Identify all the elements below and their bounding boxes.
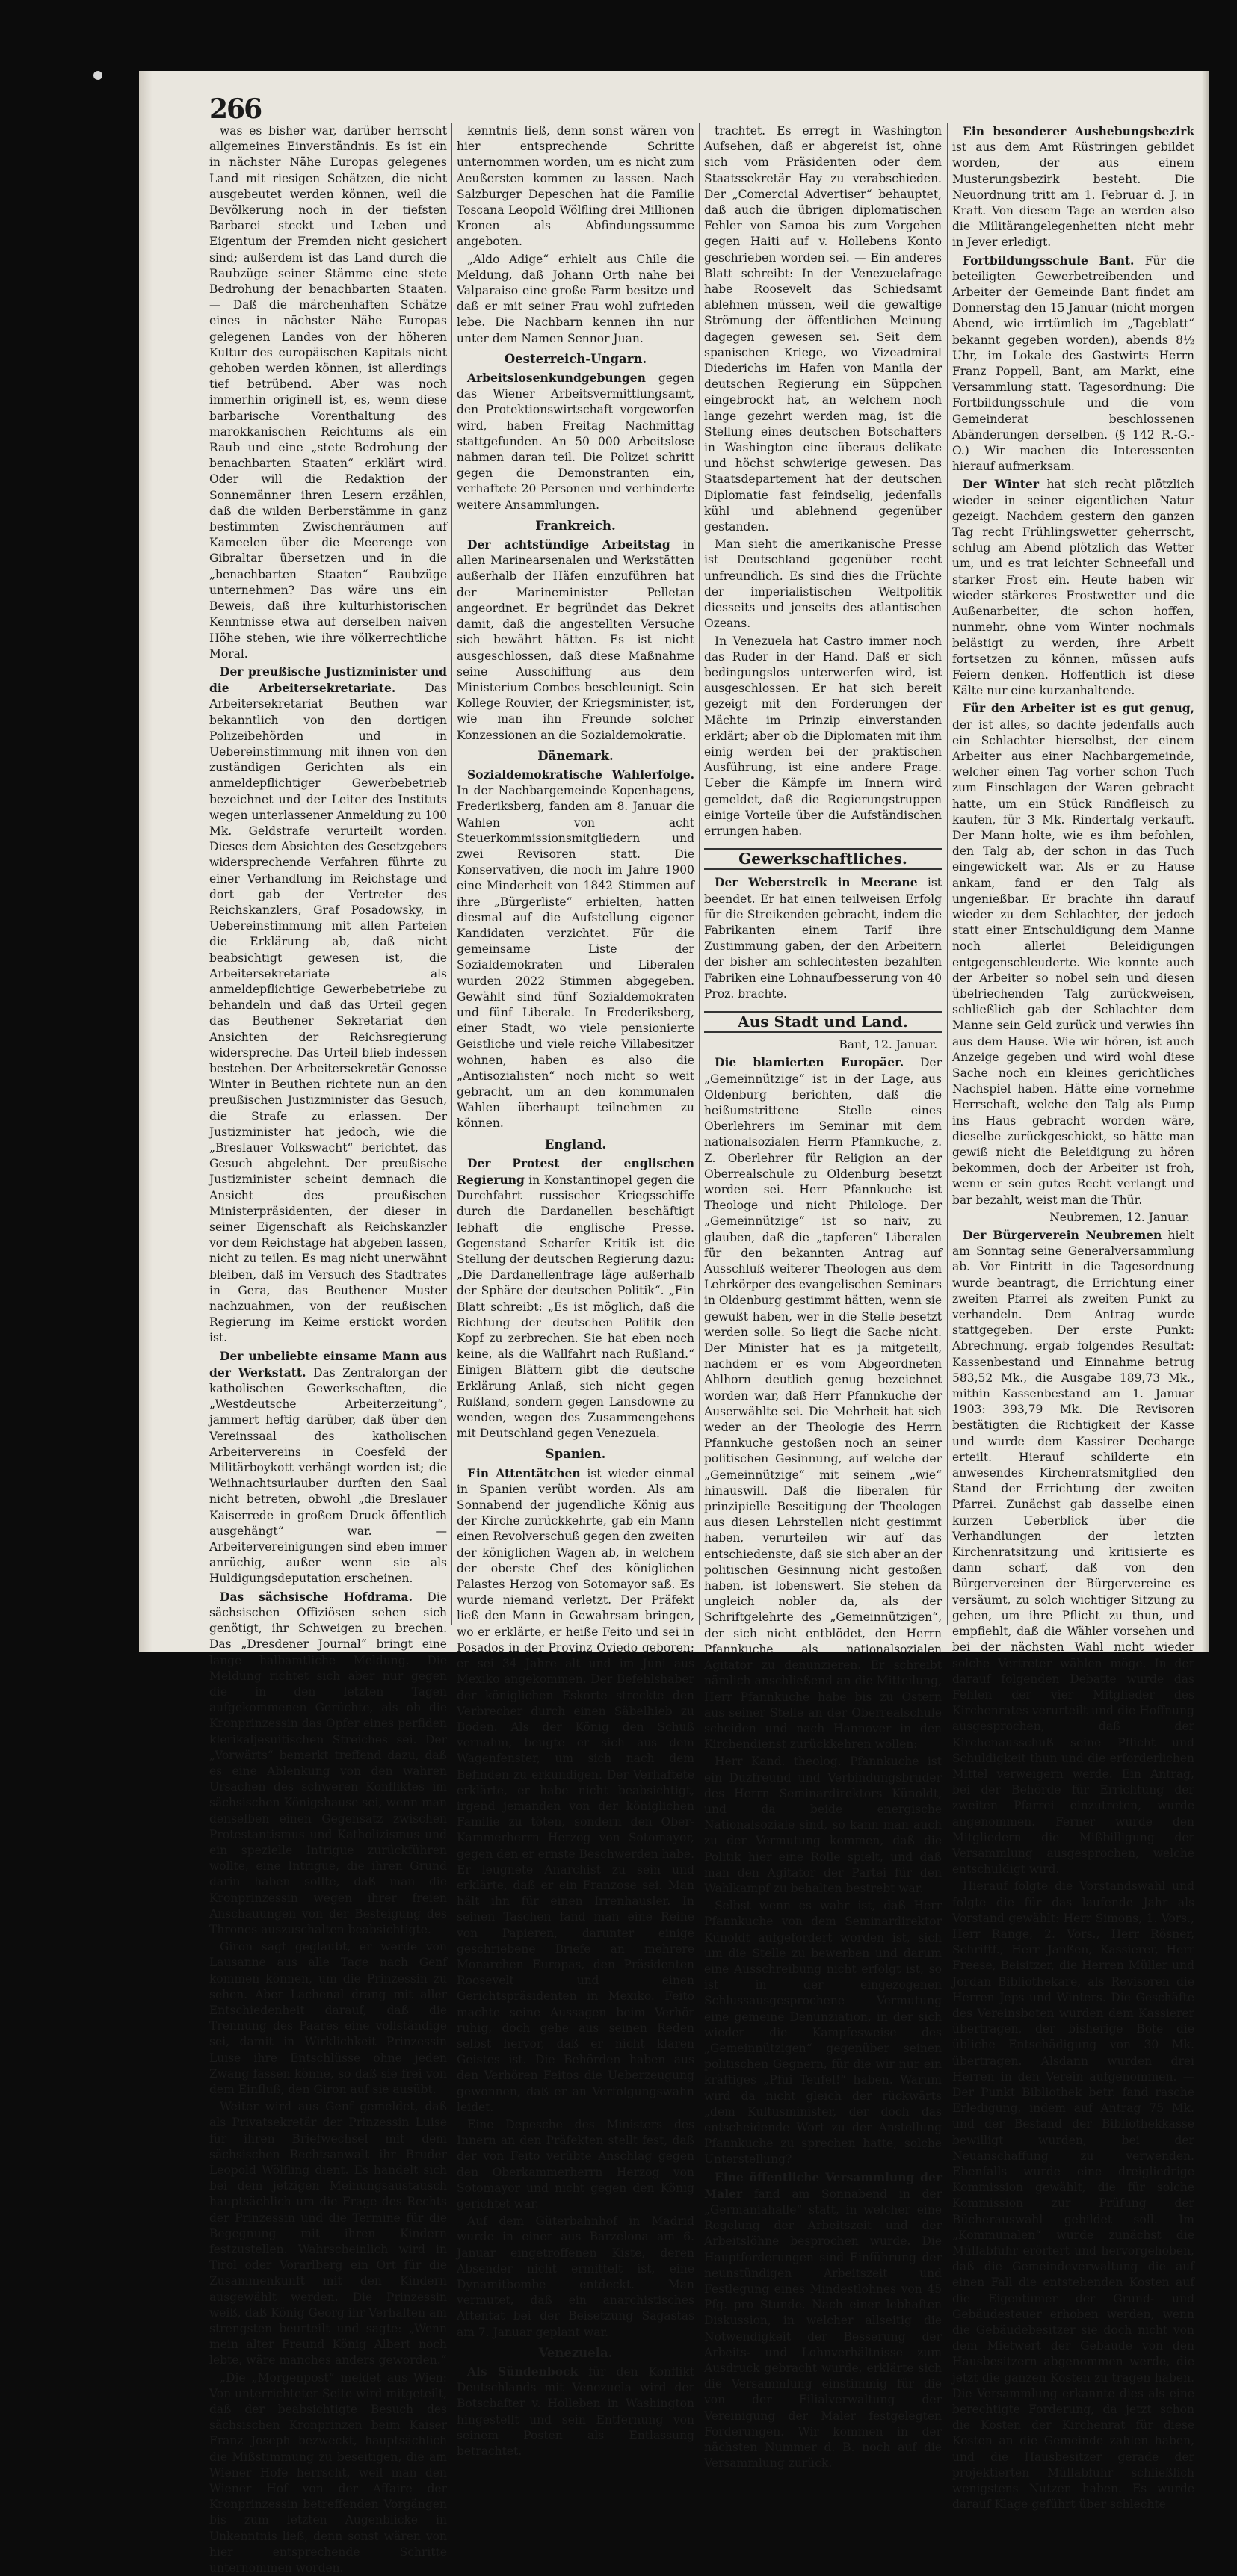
- article-paragraph: [704, 634, 942, 840]
- article-text: „Aldo Adige“ erhielt aus Chile die Meldung, daß Johann Orth nahe bei Valparaiso eine große Farm besitze und daß er mit seiner Frau wohl zufrieden lebe. Die Nachbarn kennen ihn nur unter dem Namen Sennor Juan.: [457, 252, 694, 345]
- article-text: gegen das Wiener Arbeitsvermittlungsamt, den Protektionswirtschaft vorgeworfen wird, haben Freitag Nachmittag stattgefunden. An 50 000 Arbeitslose nahmen daran teil. Die Polizei schritt gegen die Demonstranten ein, verhaftete 20 Personen und verhinderte weitere Ansammlungen.: [457, 371, 694, 512]
- article-text: Die sächsischen Offiziösen sehen sich genötigt, ihr Schweigen zu brechen. Das „Dresdener Journal“ bringt eine lange halbamtliche Meldung. Die Meldung richtet sich aber nur gegen die in den letzten Tagen aufgekommenen Gerüchte, als ob die Kronprinzessin das Opfer eines perfiden klerikaljesuitischen Streiches sei. Der „Vorwärts“ bemerkt treffend dazu, daß es eine Ablenkung von den wahren Ursachen des schweren Konfliktes im sächsischen Königshause sei, wenn man denselben einen Gegensatz zwischen Protestantismus und Katholizismus und ein spezielle Intrigue zurückführen wollte, eine Intrigue, die ihren Grund darin haben sollte, daß man die Kronprinzessin wegen ihrer freien Anschauungen von der Besteigung des Thrones auszuschalten beabsichtigte.: [209, 1590, 447, 1936]
- article-text: der ist alles, so dachte jedenfalls auch ein Schlachter hierselbst, der einem Arbeiter aus einer Nachbargemeinde, welcher einen Tag vorher schon Tuch zum Einschlagen der Waren gebracht hatte, um ein Stück Rindfleisch zu kaufen, für 3 Mk. Rindertalg verkauft. Der Mann holte, wie es ihm befohlen, den Talg ab, der schon in das Tuch eingewickelt war. Als er zu Hause ankam, fand er den Talg als ungenießbar. Er brachte ihn darauf wieder zu dem Schlachter, der jedoch statt einer Entschuldigung dem Manne noch allerlei Beleidigungen entgegenschleuderte. Wie konnte auch der Arbeiter so nobel sein und diesen übelriechenden Talg zurückweisen, schließlich gab der Schlachter dem Manne sein Geld zurück und verwies ihn aus dem Hause. Wie wir hören, ist auch Anzeige gegeben und wird wohl diese Sache noch ein kleines gerichtliches Nachspiel haben. Hätte eine vornehme Herrschaft, welche den Talg als Pump ins Haus gebracht worden wäre, dieselbe zurückgeschickt, so hätte man gewiß nicht die Beleidigung zu hören bekommen, doch der Arbeiter ist froh, wenn er sein gutes Recht verlangt und bar bezahlt, weist man die Thür.: [952, 717, 1194, 1207]
- article-text: Eine Depesche des Ministers des Innern an den Präfekten stellt fest, daß der von Feito verübte Anschlag gegen den Oberkammerherrn Herzog von Sotomayor und nicht gegen den König gerichtet war.: [457, 2117, 694, 2211]
- article-paragraph: [209, 123, 447, 662]
- page-edge: [1202, 71, 1209, 1652]
- article-paragraph: [952, 476, 1194, 699]
- article-paragraph: [704, 874, 942, 1002]
- article-paragraph: [952, 700, 1194, 1208]
- article-text: Für die beteiligten Gewerbetreibenden und Arbeiter der Gemeinde Bant findet am Donnerstag den 15 Januar (nicht morgen Abend, wie irrtümlich im „Tageblatt“ bekannt gegeben worden), abends 8½ Uhr, im Lokale des Gastwirts Herrn Franz Poppell, Bant, am Markt, eine Versammlung statt. Tagesordnung: Die Fortbildungsschule und die vom Gemeinderat beschlossenen Abänderungen derselben. (§ 142 R.-G.-O.) Wir machen die Interessenten hierauf aufmerksam.: [952, 253, 1194, 474]
- article-paragraph: [704, 1898, 942, 2167]
- article-paragraph: [457, 2364, 694, 2459]
- column-rule: [699, 123, 700, 1625]
- article-paragraph: [952, 253, 1194, 475]
- article-paragraph: [209, 2370, 447, 2576]
- article-paragraph: [457, 537, 694, 744]
- article-paragraph: [457, 2117, 694, 2212]
- article-paragraph: [209, 664, 447, 1347]
- article-lead: Ein besonderer Aushebungsbezirk: [963, 124, 1194, 138]
- article-text: ist beendet. Er hat einen teilweisen Erfolg für die Streikenden gebracht, indem die Fabrikanten einem Tarif ihre Zustimmung gaben, der den Arbeitern der bisher am schlechtesten bezahlten Fabriken eine Lohnaufbesserung von 40 Proz. brachte.: [704, 876, 942, 1001]
- newspaper-page: [139, 71, 1209, 2575]
- article-lead: Arbeitslosenkundgebungen: [467, 371, 646, 386]
- article-text: Weiter wird aus Genf gemeldet, daß als Privatsekretär der Prinzessin Luise für ihren Briefwechsel mit dem sächsischen Rechtsanwalt ihr Bruder Leopold Wölfling dient. Es handelt sich bei dem jetzigen Meinungsaustausch hauptsächlich um die Frage des Rechts der Prinzessin und die Termine für die Begegnung mit ihren Kindern festzustellen. Wahrscheinlich wird in Tirol oder Vorarlberg ein Ort für die Zusammenkunft mit den Kindern ausgewählt werden. Die Prinzessin weiß, daß König Georg ihr Verhalten am strengsten beurteilt und sagte: „Wenn mein alter Freund König Albert noch lebte, wäre manches anders geworden.“: [209, 2100, 447, 2367]
- column-1: [209, 123, 447, 2575]
- section-heading: Venezuela.: [538, 2345, 613, 2360]
- article-paragraph: [209, 2099, 447, 2368]
- article-lead: Sozialdemokratische Wahlerfolge.: [467, 767, 694, 782]
- article-lead: Für den Arbeiter ist es gut genug,: [963, 701, 1194, 716]
- article-lead: Der preußische Justizminister und die Arbeitersekretariate.: [209, 664, 447, 696]
- article-paragraph: [704, 1054, 942, 1752]
- article-text: Giron sagt geglaubt, er werde von Lausanne aus alle Tage nach Genf kommen können, um die Prinzessin zu sehen. Aber Lachenal drang mit aller Entschiedenheit darauf, daß die Trennung des Paares eine vollständige sei, damit in Wirklichkeit Prinzessin Luise ihre Entschlüsse ohne jeden Zwang fassen könne, so daß sie frei von dem Einfluß, den Giron auf sie ausübt.: [209, 1940, 447, 2096]
- section-heading: Aus Stadt und Land.: [704, 1011, 942, 1033]
- article-text: hielt am Sonntag seine Generalversammlung ab. Vor Eintritt in die Tagesordnung wurde beantragt, die Errichtung einer zweiten Pfarrei als zweiten Punkt zu verhandeln. Dem Antrag wurde stattgegeben. Der erste Punkt: Abrechnung, ergab folgendes Resultat: Kassenbestand und Einnahme betrug 583,52 Mk., die Ausgabe 189,73 Mk., mithin Kassenbestand am 1. Januar 1903: 393,79 Mk. Die Revisoren bestätigten die Richtigkeit der Kasse und wurde dem Kassirer Decharge erteilt. Hierauf schilderte ein anwesendes Kirchenratsmitglied den Stand der Errichtung der zweiten Pfarrei. Zunächst gab dasselbe einen kurzen Ueberblick über die Verhandlungen der letzten Kirchenratsitzung und kritisierte es dann scharf, daß von den Bürgervereinen der Bürgervereine es versäumt, zu solch wichtiger Sitzung zu gehen, um ihre Pflicht zu thun, und empfiehlt, daß die Wähler vorsehen und bei der nächsten Wahl nicht wieder solche Vertreter wählen möge. In der darauf folgenden Debatte wurde das Fehlen der vier Mitglieder des Kirchenrates verurteilt und die Hoffnung ausgesprochen, daß der Kirchenausschuß seine Pflicht und Schuldigkeit thun und die erforderlichen Mittel verweigern werde. Ein Antrag, bei der Behörde für Errichtung der zweiten Pfarrei einzutreten, wurde angenommen. Ferner wurde den Mitgliedern die Mißbilligung der Versammlung ausgesprochen, welche entschuldigt wird.: [952, 1229, 1194, 1877]
- page-number: 266: [209, 93, 262, 125]
- article-lead: Eine öffentliche Versammlung der Maler: [704, 2169, 942, 2201]
- article-lead: Das sächsische Hofdrama.: [220, 1589, 413, 1604]
- article-text: für den Konflikt Deutschlands mit Venezuela wird der Botschafter v. Holleben in Washington hingestellt und sein Entfernung von seinem Posten als Entlassung betrachtet.: [457, 2365, 695, 2459]
- article-lead: Der Weberstreik in Meerane: [715, 875, 918, 890]
- article-text: fand am Sonnabend in der „Germaniahalle“ statt, in welcher eine Regelung der Arbeitszeit und der Arbeitslöhne besprochen wurde. Die Hauptforderungen sind Einführung der neunstündigen Arbeitszeit und Festlegung eines Mindestlohnes von 45 Pfg. pro Stunde. Nach einer lebhaften Diskussion, in welcher allseitig die Notwendigkeit der Besserung der Arbeits- und Lohnverhältnisse zum Ausdruck gebracht wurde, erklärte sich die Versammlung einstimmig für die von der Filialverwaltung der Vereinigung der Maler festgelegten Forderungen. Wir kommen in der nächsten Nummer d. B. noch auf die Versammlung zurück.: [704, 2187, 942, 2471]
- article-paragraph: [704, 537, 942, 631]
- article-text: kenntnis ließ, denn sonst wären von hier entsprechende Schritte unternommen worden, um es nicht zum Aeußersten kommen zu lassen. Nach Salzburger Depeschen hat die Familie Toscana Leopold Wölfling drei Millionen Kronen als Abfindungssumme angeboten.: [457, 124, 694, 249]
- article-text: Hierauf folgte die Vorstandswahl und folgte die für das laufende Jahr als Vorstand gewählt: Herr Simons, 1. Vors., Herr Range, 2. Vors., Herr Rösner, Schriftf., Herr Janßen, Kassierer, Herr Freese, Beisitzer, die Herren Müller und Jordan Bibliothekare, als Revisoren die Herren Jeps und Winters. Die Geschäfte des Vereinsboten wurden dem Kassierer übertragen, der bisherige Bote die übliche Entschädigung von 30 Mk. übertragen. Alsdann wurden drei Herren in den Verein aufgenommen. — Der Punkt Bibliothek betr. fand rasche Erledigung, indem auf Antrag 75 Mk. und der Bestand der Bibliothekkasse bewilligt wurden, bei der Neuanschaffung zu verwenden. Ebenfalls wurde eine dreigliedrige Kommission gewählt, die für solche Kommission zur Prüfung der Bücherauswahl gebildet soll. Im „Kommunalen“ wurde zunächst die Müllabfuhr erörtert und hervorgehoben, daß die Gemeindeverwaltung die auf einen Fall die entstehenden Kosten auf die Eigentümer der Grund- und Gebäudesteuer erhoben werden, wenn die Gebäudebesitzer sie doch nicht von dem Mietwert der Gebäude von den Hausbesitzern abgenommen werde, die jetzt die ganzen Kosten zu tragen haben. Die Versammlung erkannte dies als eine berechtigte Forderung, da jetzt schon die Kosten der Kirchenrat für diese Kosten an die Gemeinde zahlen haben, und die Hausbesitzer gerade der projektierten Müllabfuhr schließlich wenigstens Nutzen haben. Es wurde darauf Klage geführt über schlechte: [952, 1880, 1194, 2512]
- column-rule: [451, 123, 452, 1625]
- article-lead: Der achtstündige Arbeitstag: [467, 537, 670, 552]
- article-lead: Der Winter: [963, 477, 1039, 492]
- article-paragraph: [457, 1155, 694, 1442]
- column-rule: [947, 123, 948, 1625]
- article-text: In der Nachbargemeinde Kopenhagens, Frederiksberg, fanden am 8. Januar die Wahlen von acht Steuerkommissionsmitgliedern und zwei Revisoren statt. Die Konservativen, die noch im Jahre 1900 eine Minderheit von 1842 Stimmen auf ihre „Bürgerliste“ erhielten, hatten diesmal auf die Aufstellung eigener Kandidaten verzichtet. Für die gemeinsame Liste der Sozialdemokraten und Liberalen wurden 2022 Stimmen abgegeben. Gewählt sind fünf Sozialdemokraten und fünf Liberale. In Frederiksberg, einer Stadt, wo viele pensionierte Geistliche und viele reiche Villabesitzer wohnen, haben es also die „Antisozialisten“ noch nicht so weit gebracht, um an den kommunalen Wahlen überhaupt teilnehmen zu können.: [457, 784, 694, 1131]
- article-paragraph: [209, 1589, 447, 1938]
- article-text: ist aus dem Amt Rüstringen gebildet worden, der aus einem Musterungsbezirk besteht. Die Neuordnung tritt am 1. Februar d. J. in Kraft. Von diesem Tage an werden also die Militärangelegenheiten nicht mehr in Jever erledigt.: [952, 140, 1194, 250]
- article-text: Das Arbeitersekretariat Beuthen war bekanntlich von den dortigen Polizeibehörden und in Uebereinstimmung mit ihnen von den zuständigen Gerichten als ein anmeldepflichtiger Gewerbebetrieb bezeichnet und der Leiter des Instituts wegen unterlassener Anmeldung zu 100 Mk. Geldstrafe verurteilt worden. Dieses dem Absichten des Gesetzgebers widersprechende Verfahren führte zu einer Verhandlung im Reichstage und dort gab der Vertreter des Reichskanzlers, Graf Posadowsky, in Uebereinstimmung mit allen Parteien die Erklärung ab, daß nicht beabsichtigt gewesen ist, die Arbeitersekretariate als anmeldepflichtige Gewerbebetriebe zu behandeln und daß das Urteil gegen das Beuthener Sekretariat den Ansichten der Reichsregierung widerspreche. Das Urteil blieb indessen bestehen. Der Arbeitersekretär Genosse Winter in Beuthen richtete nun an den preußischen Justizminister das Gesuch, die Strafe zu erlassen. Der Justizminister hat jedoch, wie die „Breslauer Volkswacht“ berichtet, das Gesuch abgelehnt. Der preußische Justizminister scheint demnach die Ansicht des preußischen Ministerpräsidenten, der dieser in seiner Eigenschaft als Reichskanzler vor dem Reichstage hat abgeben lassen, nicht zu teilen. Es mag nicht unerwähnt bleiben, daß im Versuch des Stadtrates in Gera, das Beuthener Muster nachzuahmen, von der reußischen Regierung im Keime erstickt worden ist.: [209, 682, 447, 1345]
- article-lead: Der unbeliebte einsame Mann aus der Werkstatt.: [209, 1348, 447, 1380]
- article-text: Das Zentralorgan der katholischen Gewerkschaften, die „Westdeutsche Arbeiterzeitung“, jammert heftig darüber, daß über den Vereinssaal des katholischen Arbeitervereins in Coesfeld der Militärboykott verhängt worden ist; die Weihnachtsurlauber durften den Saal nicht betreten, obwohl „die Breslauer Kaiserrede in großem Druck öffentlich ausgehängt“ war. — Arbeitervereinigungen sind eben immer anrüchig, außer wenn sie als Huldigungsdeputation erscheinen.: [209, 1365, 447, 1586]
- article-text: Man sieht die amerikanische Presse ist Deutschland gegenüber recht unfreundlich. Es sind dies die Früchte der imperialistischen Weltpolitik diesseits und jenseits des atlantischen Ozeans.: [704, 537, 942, 631]
- article-lead: Ein Attentätchen: [467, 1465, 581, 1480]
- section-heading: Spanien.: [545, 1447, 606, 1462]
- article-paragraph: [457, 370, 694, 513]
- article-text: ist wieder einmal in Spanien verübt worden. Als am Sonnabend der jugendliche König aus der Kirche zurückkehrte, gab ein Mann einen Revolverschuß gegen den zweiten der königlichen Wagen ab, in welchem der oberste Chef des königlichen Palastes Herzog von Sotomayor saß. Es wurde niemand verletzt. Der Präfekt ließ den Mann in Gewahrsam bringen, wo er erklärte, er heiße Feito und sei in Posados in der Provinz Oviedo geboren; er sei 34 Jahre alt und im Juni aus Mexiko angekommen. Der Befehlshaber der königlichen Eskorte streckte den Verbrecher durch einen Säbelhieb zu Boden. Als der König den Schuß vernahm, beugte er sich aus dem Wagenfenster, um sich nach dem Befinden zu erkundigen. Der Verhaftete erklärte, er habe nicht beabsichtigt, irgend jemanden von der königlichen Familie zu töten, sondern den Ober-Kammerherrn Herzog von Sotomayor, gegen den er ernste Beschwerden habe. Er leugnete Anarchist zu sein und erklärte, daß er ein Franzose sei. Man hält ihn für einen Irrenhausler. In seinen Taschen fand man eine Reihe von Papieren, darunter einige geschriebene Briefe an mehrere Monarchen Europas, den Präsidenten Roosevelt und einen Gerichtspräsidenten in Mexiko. Feito machte seine Aussagen beim Verhör ruhig, doch gehe aus seinen Reden selbst hervor, daß er nicht klaren Geistes ist. Die Behörden haben aus den Verhören Feitos die Ueberzeugung gewonnen, daß er an Verfolgungswahn leidet.: [457, 1466, 694, 2114]
- article-lead: Der Protest der englischen Regierung: [457, 1155, 694, 1187]
- article-text: hat sich recht plötzlich wieder in seiner eigentlichen Natur gezeigt. Nachdem gestern den ganzen Tag recht Frühlingswetter geherrscht, schlug am Abend plötzlich das Wetter um, und es trat leichter Schneefall und starker Frost ein. Heute haben wir wieder stärkeres Frostwetter und die Außenarbeiter, die schon hoffen, nunmehr, ohne vom Winter nochmals belästigt zu werden, ihre Arbeit fortsetzen zu können, müssen aufs Feiern denken. Hoffentlich ist diese Kälte nur eine kurzanhaltende.: [952, 478, 1194, 698]
- article-paragraph: [704, 1754, 942, 1897]
- article-paragraph: [704, 2169, 942, 2472]
- section-heading: Dänemark.: [537, 748, 614, 763]
- article-paragraph: [952, 1879, 1194, 2512]
- article-text: Auf dem Güterbahnhof in Madrid wurde in einer aus Barzelona am 6. Januar eingetroffenen Kiste, deren Absender nicht ermittelt ist, eine Dynamitbombe entdeckt. Man vermutet, daß ein anarchistisches Attentat bei der Beisetzung Sagastas am 7. Januar geplant war.: [457, 2214, 694, 2339]
- article-lead: Als Sündenbock: [467, 2365, 579, 2379]
- article-text: „Die „Morgenpost“ meldet aus Wien: Von unterrichteter Seite wird mitgeteilt, daß der beabsichtigte Besuch des sächsischen Kronprinzen beim Kaiser Franz Joseph bezweckt, hauptsächlich die Mißstimmung zu beseitigen, die am Wiener Hofe herrscht, weil man den Wiener Hof von der Affaire der Kronprinzessin betreffenden Vorgängen bis zum letzten Augenblicke in Unkenntnis ließ, denn sonst wären von hier entsprechende Schritte unternommen worden.: [209, 2370, 447, 2575]
- article-paragraph: [457, 1465, 694, 2116]
- article-text: Der „Gemeinnützige“ ist in der Lage, aus Oldenburg berichten, daß die heißumstrittene Stelle eines Oberlehrers im Seminar mit dem nationalsozialen Herrn Pfannkuche, z. Z. Oberlehrer für Religion an der Oberrealschule zu Oldenburg besetzt worden sei. Herr Pfannkuche ist Theologe und nicht Philologe. Der „Gemeinnützige“ ist so naiv, zu glauben, daß die „tapferen“ Liberalen für den bekannten Antrag auf Ausschluß weiterer Theologen aus dem Lehrkörper des evangelischen Seminars in Oldenburg gestimmt hätten, wenn sie gewußt haben, wer in die Stelle besetzt werden solle. So liegt die Sache nicht. Der Minister hat es ja mitgeteilt, nachdem er es vom Abgeordneten Ahlhorn deutlich genug bezeichnet worden war, daß Herr Pfannkuche der Auserwählte sei. Die Mehrheit hat sich weder an der Theologie des Herrn Pfannkuche gestoßen noch an seiner politischen Gesinnung, auf welche der „Gemeinnützige“ mit seinem „wie“ hinauswill. Daß die liberalen für prinzipielle Beseitigung der Theologen aus diesen Lehrstellen nicht gestimmt haben, verurteilen wir auf das entschiedenste, daß sie sich aber an der politischen Gesinnung nicht gestoßen haben, ist lobenswert. Sie stehen da ungleich nobler da, als der Schriftgelehrte des „Gemeinnützigen“, der sich nicht entblödet, den Herrn Pfannkuche als nationalsozialen Agitator zu denunzieren. Er schreibt nämlich anschließend an die Mitteilung, Herr Pfannkuche habe bis zu Ostern aus seiner Stelle an der Oberrealschule scheiden und nach Hannover in den Kirchendienst zurückkehren wollen:: [704, 1056, 942, 1752]
- article-lead: Die blamierten Europäer.: [715, 1055, 904, 1070]
- article-paragraph: [209, 1348, 447, 1587]
- article-paragraph: [952, 123, 1194, 251]
- dateline: Neubremen, 12. Januar.: [1049, 1210, 1190, 1224]
- article-lead: Fortbildungsschule Bant.: [963, 253, 1135, 268]
- column-4: [952, 123, 1194, 2512]
- page-fold: [139, 71, 152, 1652]
- article-paragraph: [209, 1939, 447, 2098]
- article-paragraph: [457, 767, 694, 1132]
- article-paragraph: [704, 123, 942, 535]
- dateline: Bant, 12. Januar.: [839, 1038, 937, 1052]
- article-lead: Der Bürgerverein Neubremen: [963, 1228, 1162, 1243]
- section-heading: Gewerkschaftliches.: [704, 848, 942, 870]
- article-text: was es bisher war, darüber herrscht allgemeines Einverständnis. Es ist ein in nächster Nähe Europas gelegenes Land mit riesigen Schätzen, die nicht ausgebeutet werden können, weil die Bevölkerung noch in der tiefsten Barbarei steckt und Leben und Eigentum der Fremden nicht gesichert sind; außerdem ist das Land durch die Raubzüge seiner Stämme eine stete Bedrohung der benachbarten Staaten. — Daß die märchenhaften Schätze eines in nächster Nähe Europas gelegenen Landes von der höheren Kultur des europäischen Kapitals nicht gehoben werden können, ist allerdings tief betrübend. Aber was noch immerhin originell ist, es, wenn diese barbarische Vorenthaltung des marokkanischen Reichtums als ein Raub und eine „stete Bedrohung der benachbarten Staaten“ erklärt wird. Oder will die Redaktion der Sonnemänner ihren Lesern erzählen, daß die wilden Berberstämme in ganz bestimmten Zwischenräumen auf Kameelen über die Meerenge von Gibraltar übersetzen und in die „benachbarten Staaten“ Raubzüge unternehmen? Das wäre uns ein Beweis, daß ihre kulturhistorischen Kenntnisse etwa auf derselben naiven Höhe stehen, wie ihre völkerrechtliche Moral.: [209, 124, 447, 661]
- column-3: [704, 123, 942, 2471]
- article-text: in Konstantinopel gegen die Durchfahrt russischer Kriegsschiffe durch die Dardanellen beschäftigt lebhaft die englische Presse. Gegenstand Scharfer Kritik ist die Stellung der deutschen Regierung dazu: „Die Dardanellenfrage läge außerhalb der Sphäre der deutschen Politik“. „Ein Blatt schreibt: „Es ist möglich, daß die Richtung der deutschen Politik den Kopf zu zerbrechen. Sie hat eben noch keine, als die Wallfahrt nach Rußland.“ Einigen Blättern gibt die deutsche Erklärung Anlaß, sich nicht gegen Rußland, sondern gegen Lansdowne zu wenden, wegen des Zusammengehens mit Deutschland gegen Venezuela.: [457, 1173, 694, 1441]
- article-text: in allen Marinearsenalen und Werkstätten außerhalb der Häfen einzuführen hat der Marineminister Pelletan angeordnet. Er begründet das Dekret damit, daß die angestellten Versuche sich bewährt hätten. Es ist nicht ausgeschlossen, daß diese Maßnahme seine Ausschiffung aus dem Ministerium Combes beschleunigt. Sein Kollege Rouvier, der Kriegsminister, ist, wie man ihn Freunde solcher Konzessionen an die Sozialdemokratie.: [457, 538, 694, 742]
- article-text: In Venezuela hat Castro immer noch das Ruder in der Hand. Daß er sich bedingungslos unterwerfen wird, ist ausgeschlossen. Er hat sich bereit gezeigt mit den Forderungen der Mächte im Prinzip einverstanden erklärt; aber ob die Diplomaten mit ihm einig werden bei der praktischen Ausführung, ist eine andere Frage. Ueber die Kämpfe im Innern wird gemeldet, daß die Regierungstruppen einige Vorteile über die Aufständischen errungen haben.: [704, 634, 942, 838]
- column-2: [457, 123, 695, 2459]
- article-paragraph: [457, 2214, 694, 2341]
- article-paragraph: [457, 252, 694, 347]
- article-paragraph: [952, 1227, 1194, 1877]
- article-text: trachtet. Es erregt in Washington Aufsehen, daß er abgereist ist, ohne sich vom Präsidenten oder dem Staatssekretär Hay zu verabschieden. Der „Comercial Advertiser“ behauptet, daß auch die übrigen diplomatischen Fehler von Samoa bis zum Vorgehen gegen Haiti auf v. Hollebens Konto geschrieben worden sei. — Ein anderes Blatt schreibt: In der Venezuelafrage habe Roosevelt das Schiedsamt ablehnen müssen, weil die gewaltige Strömung der öffentlichen Meinung dagegen gewesen sei. Seit dem spanischen Kriege, wo Vizeadmiral Diederichs im Hafen von Manila der deutschen Regierung ein Süppchen eingebrockt hat, an welchem noch lange gezehrt werden mag, ist die Stellung eines deutschen Botschafters in Washington eine überaus delikate und höchst schwierige gewesen. Das Staatsdepartement hat der deutschen Diplomatie fast feindselig, jedenfalls kühl und ablehnend gegenüber gestanden.: [704, 124, 942, 534]
- section-heading: Oesterreich-Ungarn.: [504, 351, 647, 366]
- article-text: Herr Kand. theolog. Pfannkuche ist ein Duzfreund und Verbindungsbruder des Herrn Seminardirektors Künoldt, und da beide energische Nationalsoziale sind, so kann man auch zu der Vermutung kommen, daß die Politik hier eine Rolle spielt, und daß man den Agitator der Partei für den Wahlkampf zu behalten bestrebt war.: [704, 1755, 942, 1895]
- article-paragraph: [457, 123, 694, 250]
- article-text: Selbst wenn es wahr ist, daß Herr Pfannkuche von dem Seminardirektor Künoldt aufgefordert worden ist, sich um die Stelle zu bewerben und darum eine Ausschreibung nicht erfolgt ist, so ist in der eingezogenen Schlussausgesprochene Vermutung eine gemeine Denunziation, in der sich wieder die Kampfesweise des „Gemeinnützigen“ gegenüber seinen politischen Gegnern, für die wir nur ein kräftiges „Pfui Teufel!“ haben. Warum wird da nicht gleich der rückwärts „dem Kultusminister, der doch das entscheidende Wort zu der Anstellung Pfannkuche zu sprechen hatte, solche Unterstellung?: [704, 1899, 942, 2166]
- section-heading: England.: [544, 1137, 607, 1152]
- section-heading: Frankreich.: [535, 518, 616, 533]
